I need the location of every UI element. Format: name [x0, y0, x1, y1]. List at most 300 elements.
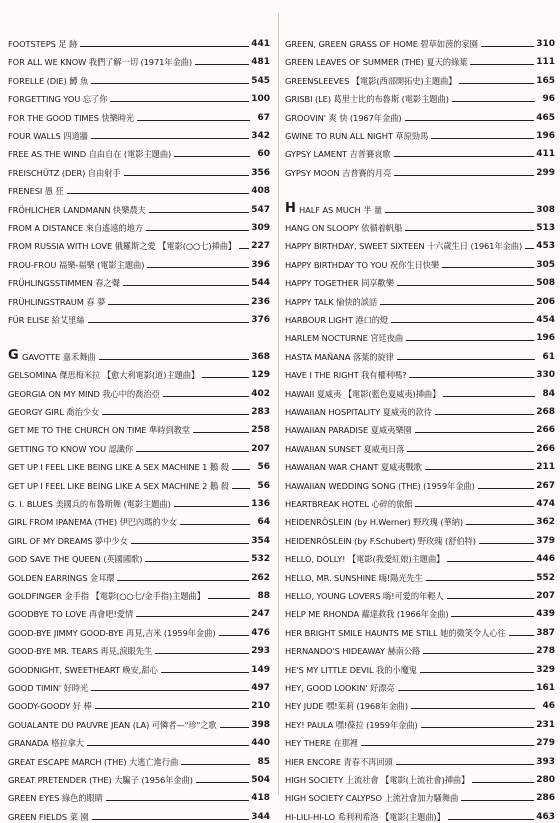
index-entry — [8, 327, 270, 344]
leader-line — [174, 506, 249, 507]
leader-line — [91, 138, 249, 139]
index-entry — [8, 125, 270, 142]
song-title: FRENESI 愚 狂 — [8, 186, 64, 197]
song-title: HAWAIIAN WEDDING SONG (THE) (1959年金曲) — [285, 480, 475, 491]
song-title: HELP ME RHONDA 蘿達救我 (1966年金曲) — [285, 609, 449, 620]
index-entry — [285, 548, 555, 565]
leader-line — [145, 561, 249, 562]
song-title: HEY JUDE 嘿!茱莉 (1968年金曲) — [285, 701, 409, 712]
leader-line — [447, 598, 535, 599]
index-entry — [285, 199, 555, 216]
index-entry — [8, 401, 270, 418]
page-number: 544 — [251, 278, 270, 289]
page-number: 210 — [251, 701, 270, 712]
leader-line — [149, 212, 249, 213]
index-entry — [8, 603, 270, 620]
index-entry — [285, 732, 555, 749]
leader-line — [472, 782, 534, 783]
song-title: GIRL FROM IPANEMA (THE) 伊巴內瑪的少女 — [8, 517, 177, 528]
song-title: HIGH SOCIETY 上流社會 【電影(上流社會)揷曲】 — [285, 775, 470, 785]
song-title: HIER ENCORE 青春不再回頭 — [285, 756, 393, 767]
song-title: FORGETTING YOU 忘了你 — [8, 94, 108, 105]
song-title: HAWAIIAN HOSPITALITY 夏威夷的款待 — [285, 407, 432, 417]
leader-line — [525, 248, 534, 249]
index-entry — [285, 475, 555, 492]
page-number: 398 — [251, 719, 270, 730]
leader-line — [391, 322, 534, 323]
leader-line — [421, 727, 535, 728]
leader-line — [385, 212, 534, 213]
page-number: 278 — [536, 646, 555, 657]
index-entry — [8, 585, 270, 602]
leader-line — [425, 469, 534, 470]
page-number: 545 — [251, 75, 270, 86]
page-number: 207 — [251, 443, 270, 454]
song-title: HALF AS MUCH 半 量 — [299, 204, 383, 215]
index-entry — [8, 143, 270, 160]
index-entry — [285, 327, 555, 344]
leader-line — [470, 64, 534, 65]
page-number: 481 — [251, 57, 270, 68]
index-entry — [285, 714, 555, 731]
index-entry — [285, 493, 555, 510]
leader-line — [195, 64, 249, 65]
leader-line — [406, 340, 534, 341]
index-entry — [8, 548, 270, 565]
song-title: GIRL OF MY DREAMS 夢中少女 — [8, 535, 128, 546]
page-number: 196 — [536, 333, 555, 344]
song-title: HANG ON SLOOPY 依循着帆船 — [285, 223, 403, 233]
song-title: HE'S MY LITTLE DEVIL 我的小魔鬼 — [285, 664, 417, 675]
song-title: HER BRIGHT SMILE HAUNTS ME STILL 她的微笑令人心往 — [285, 627, 506, 638]
song-title: FOOTSTEPS 足 跡 — [8, 39, 78, 49]
leader-line — [451, 616, 534, 617]
index-entry — [8, 217, 270, 234]
page-number: 344 — [251, 811, 270, 822]
song-title: GREEN, GREEN GRASS OF HOME 碧草如茵的家園 — [285, 39, 478, 49]
index-entry — [8, 199, 270, 216]
index-entry — [285, 438, 555, 455]
leader-line — [431, 138, 534, 139]
index-entry — [285, 511, 555, 528]
page-number: 305 — [536, 259, 555, 270]
song-title: FROU-FROU 福樂-福樂 (電影主題曲) — [8, 259, 145, 270]
page-number: 440 — [251, 738, 270, 749]
page-number: 85 — [257, 756, 270, 767]
page-number: 504 — [251, 775, 270, 785]
index-entry — [285, 346, 555, 363]
song-title: HASTA MAÑANA 落葉的旋律 — [285, 351, 394, 362]
index-entry — [8, 180, 270, 197]
page-number: 56 — [257, 480, 270, 491]
song-title: HAWAIIAN PARADISE 夏威夷樂園 — [285, 425, 412, 436]
leader-line — [181, 764, 250, 765]
index-entry — [285, 806, 555, 823]
index-entry — [8, 640, 270, 657]
page-number: 330 — [536, 370, 555, 381]
leader-line — [87, 745, 249, 746]
leader-line — [435, 414, 534, 415]
index-entry — [8, 107, 270, 124]
leader-line — [380, 304, 534, 305]
leader-line — [398, 690, 535, 691]
page-number: 454 — [536, 315, 555, 325]
leader-line — [220, 727, 250, 728]
leader-line — [91, 83, 249, 84]
index-entry — [8, 659, 270, 676]
column-divider — [278, 14, 279, 794]
index-entry — [8, 769, 270, 786]
song-title: GETTING TO KNOW YOU 認識你 — [8, 443, 134, 454]
leader-line — [397, 359, 535, 360]
index-entry — [8, 33, 270, 50]
song-title: HI-LILI-HI-LO 希利利希洛 【電影(主題曲)】 — [285, 811, 445, 822]
page-number: 446 — [536, 554, 555, 565]
song-title: GEORGY GIRL 喬治少女 — [8, 407, 100, 417]
leader-line — [423, 653, 534, 654]
page-number: 96 — [542, 94, 555, 105]
page-number: 387 — [536, 627, 555, 638]
index-entry — [285, 677, 555, 694]
song-title: GREEN FIELDS 菜 園 — [8, 811, 89, 822]
page-number: 368 — [251, 351, 270, 362]
index-entry — [8, 438, 270, 455]
index-entry — [285, 272, 555, 289]
page-number: 280 — [536, 775, 555, 785]
index-entry — [8, 235, 270, 252]
index-entry — [285, 751, 555, 768]
page-number: 310 — [536, 39, 555, 49]
page-number: 283 — [251, 407, 270, 417]
index-entry — [8, 475, 270, 492]
song-title: GREEN EYES 綠色的眼睛 — [8, 793, 103, 804]
song-title: HAVE I THE RIGHT 我有權利嗎? — [285, 370, 407, 381]
song-title: HARLEM NOCTURNE 宮廷夜曲 — [285, 333, 404, 344]
index-entry — [285, 162, 555, 179]
leader-line — [409, 377, 534, 378]
song-title: GELSOMINA 傑思梅米拉 【愈大利電影(道)主題曲】 — [8, 370, 200, 381]
page-number: 267 — [536, 480, 555, 491]
leader-line — [361, 745, 534, 746]
page-number: 532 — [251, 554, 270, 565]
index-entry — [285, 769, 555, 786]
page-number: 100 — [251, 94, 270, 105]
leader-line — [67, 193, 249, 194]
page-number: 67 — [257, 112, 270, 123]
leader-line — [442, 267, 534, 268]
song-title: GRANADA 格拉拿大 — [8, 738, 84, 749]
leader-line — [396, 764, 534, 765]
page-number: 247 — [251, 609, 270, 620]
index-entry — [285, 180, 555, 197]
page-number: 293 — [251, 646, 270, 657]
leader-line — [232, 488, 250, 489]
page-number: 136 — [251, 499, 270, 509]
leader-line — [447, 561, 534, 562]
song-title: HEY, GOOD LOOKIN' 好漂亮 — [285, 683, 395, 693]
song-title: GYPSY MOON 吉普賽的月亮 — [285, 167, 392, 178]
leader-line — [147, 267, 249, 268]
leader-line — [108, 304, 249, 305]
leader-line — [163, 396, 249, 397]
page-number: 206 — [536, 296, 555, 307]
song-title: HEIDENRÖSLEIN (by H.Werner) 野玫瑰 (華納) — [285, 517, 463, 528]
index-entry — [285, 88, 555, 105]
song-title: HAPPY BIRTHDAY, SWEET SIXTEEN 十六歲生日 (1961年金曲) — [285, 241, 523, 252]
index-entry — [8, 272, 270, 289]
index-entry — [285, 787, 555, 804]
leader-line — [136, 616, 249, 617]
index-entry — [8, 383, 270, 400]
leader-line — [193, 432, 249, 433]
page-number: 61 — [542, 351, 555, 362]
song-title: HEIDENRÖSLEIN (by F.Schubert) 野玫瑰 (舒伯特) — [285, 535, 476, 546]
page-number: 46 — [542, 701, 555, 712]
index-entry — [285, 419, 555, 436]
song-title: FROM RUSSIA WITH LOVE 俄羅斯之愛 【電影(○○七)揷曲】 — [8, 241, 237, 252]
section-letter: H — [285, 200, 296, 216]
leader-line — [196, 782, 249, 783]
song-title: HEY THERE 在那裡 — [285, 738, 358, 749]
page-number: 60 — [257, 149, 270, 160]
page-number: 299 — [536, 167, 555, 178]
leader-line — [88, 322, 250, 323]
leader-line — [239, 248, 249, 249]
page-number: 88 — [257, 591, 270, 601]
index-entry — [285, 383, 555, 400]
song-title: GYPSY LAMENT 吉普賽哀歌 — [285, 149, 391, 160]
song-title: HEY! PAULA 嘿!葆拉 (1959年金曲) — [285, 719, 418, 730]
index-entry — [8, 695, 270, 712]
song-title: GAVOTTE 嘉禾舞曲 — [22, 351, 96, 362]
index-entry — [285, 33, 555, 50]
song-title: FÜR ELISE 給艾里絲 — [8, 315, 85, 325]
leader-line — [479, 543, 534, 544]
page-number: 231 — [536, 719, 555, 730]
page-number: 376 — [251, 315, 270, 325]
leader-line — [123, 285, 249, 286]
leader-line — [405, 230, 534, 231]
index-entry — [8, 346, 270, 363]
leader-line — [155, 653, 249, 654]
song-title: GOLDEN EARRINGS 金耳環 — [8, 572, 115, 583]
page-number: 362 — [536, 517, 555, 528]
song-title: FOUR WALLS 四道牆 — [8, 131, 88, 141]
index-entry — [8, 70, 270, 87]
song-title: HAWAIIAN SUNSET 夏威夷日落 — [285, 443, 405, 454]
index-entry — [8, 51, 270, 68]
page-number: 476 — [251, 627, 270, 638]
page-number: 453 — [536, 241, 555, 252]
leader-line — [394, 156, 535, 157]
leader-line — [180, 524, 250, 525]
page-number: 262 — [251, 572, 270, 583]
leader-line — [124, 175, 250, 176]
index-entry — [8, 714, 270, 731]
song-title: GOUALANTE DU PAUVRE JEAN (LA) 可憐者—"珍"之歌 — [8, 719, 217, 730]
index-entry — [8, 291, 270, 308]
page-number: 64 — [257, 517, 270, 528]
index-entry — [8, 622, 270, 639]
page-number: 56 — [257, 462, 270, 473]
page-number: 196 — [536, 131, 555, 141]
leader-line — [481, 46, 534, 47]
leader-line — [405, 120, 535, 121]
leader-line — [117, 580, 249, 581]
page-number: 308 — [536, 204, 555, 215]
song-title: G. I. BLUES 美國兵的布魯斯舞 (電影主題曲) — [8, 499, 171, 509]
leader-line — [407, 451, 534, 452]
song-title: GROOVIN' 爽 快 (1967年金曲) — [285, 112, 402, 123]
index-entry — [8, 567, 270, 584]
page-number: 497 — [251, 683, 270, 693]
song-title: FORELLE (DIE) 鱒 魚 — [8, 75, 89, 86]
page-number: 396 — [251, 259, 270, 270]
song-title: GREEN LEAVES OF SUMMER (THE) 夏天的綠葉 — [285, 57, 468, 68]
page-number: 418 — [251, 793, 270, 804]
song-title: HAWAIIAN WAR CHANT 夏威夷戰歌 — [285, 462, 422, 473]
index-entry — [285, 659, 555, 676]
song-title: GWINE TO RUN ALL NIGHT 草原勁馬 — [285, 131, 429, 141]
leader-line — [420, 672, 534, 673]
song-title: HEARTBREAK HOTEL 心碎的旅館 — [285, 499, 413, 509]
index-entry — [285, 125, 555, 142]
leader-line — [459, 83, 534, 84]
leader-line — [478, 488, 534, 489]
page-number: 411 — [536, 149, 555, 160]
page-number: 329 — [536, 664, 555, 675]
page-number: 547 — [251, 204, 270, 215]
page-number: 84 — [542, 388, 555, 399]
song-title: FRÖHLICHER LANDMANN 快樂農夫 — [8, 204, 146, 215]
song-title: GOOD-BYE JIMMY GOOD-BYE 再見,吉米 (1959年金曲) — [8, 627, 216, 638]
leader-line — [174, 156, 250, 157]
song-title: GEORGIA ON MY MIND 我心中的喬治亞 — [8, 388, 160, 399]
leader-line — [208, 598, 250, 599]
index-entry — [285, 291, 555, 308]
song-title: GET UP I FEEL LIKE BEING LIKE A SEX MACHINE 1 鵝 殺 — [8, 462, 229, 473]
page-number: 379 — [536, 535, 555, 546]
section-letter: G — [8, 347, 19, 363]
song-title: HAPPY BIRTHDAY TO YOU 祝你生日快樂 — [285, 259, 440, 270]
page-number: 258 — [251, 425, 270, 436]
leader-line — [415, 432, 534, 433]
song-title: GOODBYE TO LOVE 再會吧!愛情 — [8, 609, 134, 620]
song-title: HELLO, MR. SUNSHINE 嗨!陽光先生 — [285, 572, 423, 583]
song-title: FRÜHLINGSSTIMMEN 春之聲 — [8, 278, 120, 289]
song-title: HAWAII 夏威夷 【電影(藍色夏威夷)揷曲】 — [285, 388, 441, 399]
index-entry — [285, 567, 555, 584]
page-number: 508 — [536, 278, 555, 289]
page-number: 309 — [251, 223, 270, 233]
index-entry — [285, 640, 555, 657]
page-number: 286 — [536, 793, 555, 804]
index-entry — [285, 530, 555, 547]
leader-line — [131, 543, 249, 544]
index-entry — [8, 456, 270, 473]
index-entry — [8, 806, 270, 823]
song-title: GREENSLEEVES 【電影(西部開拓史)主題曲】 — [285, 75, 457, 86]
index-entry — [285, 235, 555, 252]
page-number: 266 — [536, 425, 555, 436]
index-entry — [285, 70, 555, 87]
index-entry — [8, 162, 270, 179]
leader-line — [411, 708, 535, 709]
index-entry — [285, 143, 555, 160]
page-number: 465 — [536, 112, 555, 123]
leader-line — [92, 819, 250, 820]
song-title: GOODNIGHT, SWEETHEART 晚安,甜心 — [8, 664, 158, 675]
song-title: HELLO, YOUNG LOVERS 嗨!可愛的年輕人 — [285, 591, 444, 601]
song-title: HARBOUR LIGHT 港口的燈 — [285, 315, 389, 325]
leader-line — [99, 359, 250, 360]
song-title: FREISCHÜTZ (DER) 自由射手 — [8, 167, 121, 178]
index-entry — [8, 732, 270, 749]
song-title: GOODY-GOODY 好 棒 — [8, 701, 92, 712]
page-number: 356 — [251, 167, 270, 178]
page-number: 161 — [536, 683, 555, 693]
leader-line — [219, 635, 250, 636]
page-number: 268 — [536, 407, 555, 417]
page-number: 165 — [536, 75, 555, 86]
leader-line — [443, 396, 535, 397]
index-entry — [285, 401, 555, 418]
leader-line — [110, 101, 249, 102]
leader-line — [102, 414, 249, 415]
song-title: HAPPY TOGETHER 同享歡樂 — [285, 278, 394, 289]
leader-line — [91, 690, 249, 691]
song-title: GET UP I FEEL LIKE BEING LIKE A SEX MACHINE 2 鵝 殺 — [8, 480, 229, 491]
page-number: 342 — [251, 131, 270, 141]
song-title: FOR ALL WE KNOW 我們了解一切 (1971年金曲) — [8, 57, 193, 68]
song-title: HIGH SOCIETY CALYPSO 上流社會加力騷舞曲 — [285, 793, 459, 804]
song-title: GOOD TIMIN' 好時光 — [8, 683, 89, 693]
page-number: 149 — [251, 664, 270, 675]
song-title: HAPPY TALK 愉快的談話 — [285, 296, 378, 307]
page-number: 111 — [536, 57, 555, 68]
page-number: 439 — [536, 609, 555, 620]
index-entry — [8, 254, 270, 271]
leader-line — [509, 635, 535, 636]
index-entry — [8, 419, 270, 436]
song-title: HELLO, DOLLY! 【電影(我愛紅娘)主題曲】 — [285, 554, 445, 565]
song-title: GRISBI (LE) 葛里士比的布魯斯 (電影主題曲) — [285, 94, 449, 105]
song-title: GREAT ESCAPE MARCH (THE) 大逃亡進行曲 — [8, 756, 179, 767]
page-number: 402 — [251, 388, 270, 399]
page-number: 227 — [251, 241, 270, 252]
index-entry — [8, 530, 270, 547]
leader-line — [232, 469, 250, 470]
index-entry — [285, 622, 555, 639]
song-title: GOLDFINGER 金手指 【電影(○○七/金手指)主題曲】 — [8, 591, 205, 601]
song-title: FROM A DISTANCE 來自遙遠的地方 — [8, 223, 144, 233]
leader-line — [137, 120, 250, 121]
leader-line — [95, 708, 250, 709]
leader-line — [394, 175, 534, 176]
song-title: GOOD-BYE MR. TEARS 再見,淚眼先生 — [8, 646, 153, 657]
index-entry — [8, 364, 270, 381]
index-entry — [285, 254, 555, 271]
page-number: 441 — [251, 39, 270, 49]
page-number: 474 — [536, 499, 555, 509]
song-title: GET ME TO THE CHURCH ON TIME 準時到教堂 — [8, 425, 190, 436]
page-number: 129 — [251, 370, 270, 381]
song-title: FREE AS THE WIND 自由自在 (電影主題曲) — [8, 149, 172, 160]
leader-line — [466, 524, 534, 525]
page-number: 463 — [536, 811, 555, 822]
song-title: GREAT PRETENDER (THE) 大騙子 (1956年金曲) — [8, 775, 193, 785]
leader-line — [80, 46, 249, 47]
